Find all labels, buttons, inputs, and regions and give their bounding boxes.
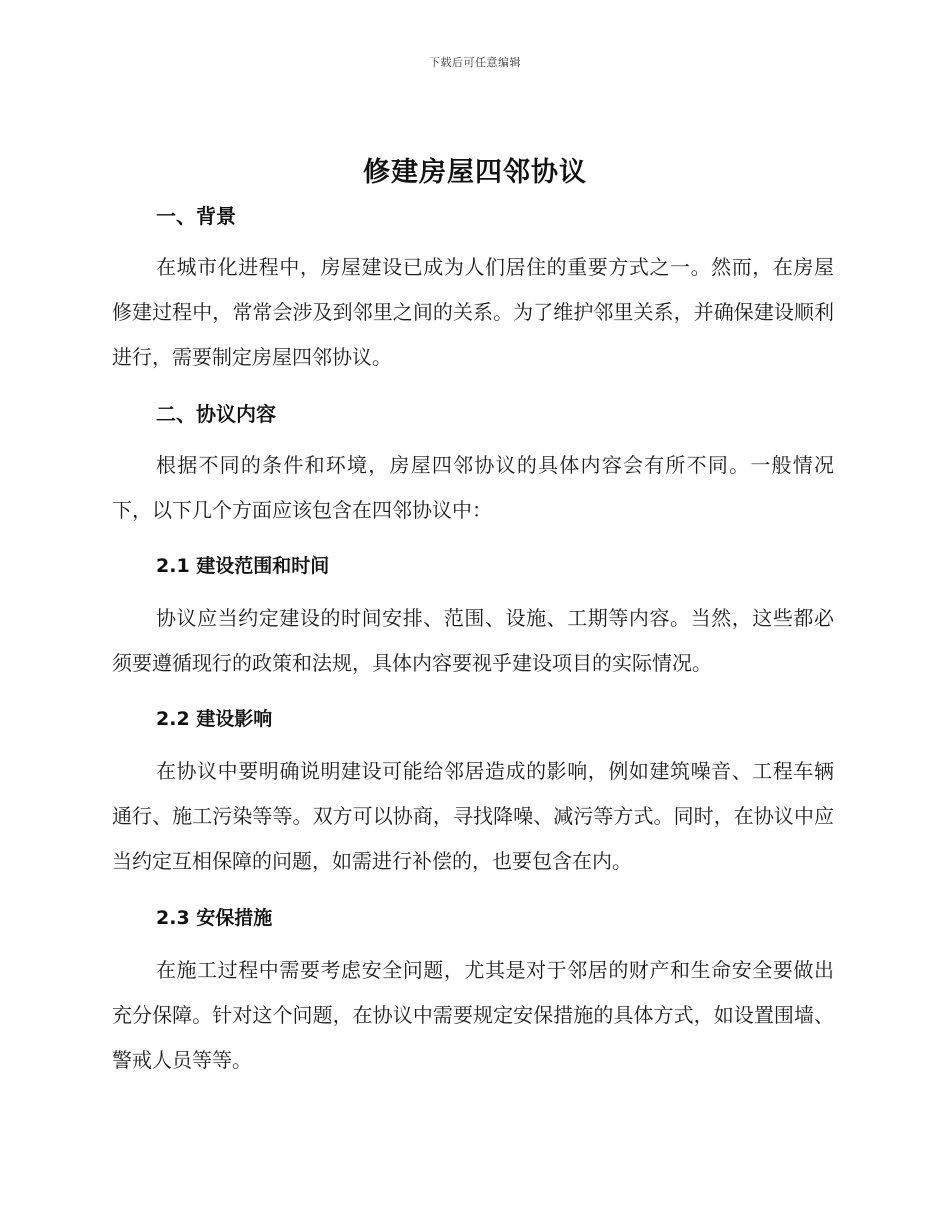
document-title: 修建房屋四邻协议 (363, 157, 587, 188)
subsection-paragraph-security: 在施工过程中需要考虑安全问题，尤其是对于邻居的财产和生命安全要做出充分保障。针对这个问题，在协议中需要规定安保措施的具体方式，如设置围墙、警戒人员等等。 (112, 958, 834, 1072)
subsection-heading-impact: 2.2 建设影响 (156, 708, 273, 730)
section-heading-background: 一、背景 (156, 204, 236, 228)
section-heading-agreement-content: 二、协议内容 (156, 402, 276, 426)
subsection-paragraph-impact: 在协议中要明确说明建设可能给邻居造成的影响，例如建筑噪音、工程车辆通行、施工污染等等。双方可以协商，寻找降噪、减污等方式。同时，在协议中应当约定互相保障的问题，如需进行补偿的，也要包含在内。 (112, 759, 834, 873)
subsection-heading-security: 2.3 安保措施 (156, 907, 273, 929)
header-note: 下载后可任意编辑 (429, 56, 521, 69)
subsection-paragraph-scope-time: 协议应当约定建设的时间安排、范围、设施、工期等内容。当然，这些都必须要遵循现行的政策和法规，具体内容要视乎建设项目的实际情况。 (112, 606, 834, 675)
subsection-heading-scope-time: 2.1 建设范围和时间 (156, 555, 330, 577)
section-paragraph-agreement-content: 根据不同的条件和环境，房屋四邻协议的具体内容会有所不同。一般情况下，以下几个方面应该包含在四邻协议中： (112, 453, 834, 522)
section-paragraph-background: 在城市化进程中，房屋建设已成为人们居住的重要方式之一。然而，在房屋修建过程中，常常会涉及到邻里之间的关系。为了维护邻里关系，并确保建设顺利进行，需要制定房屋四邻协议。 (112, 255, 834, 369)
